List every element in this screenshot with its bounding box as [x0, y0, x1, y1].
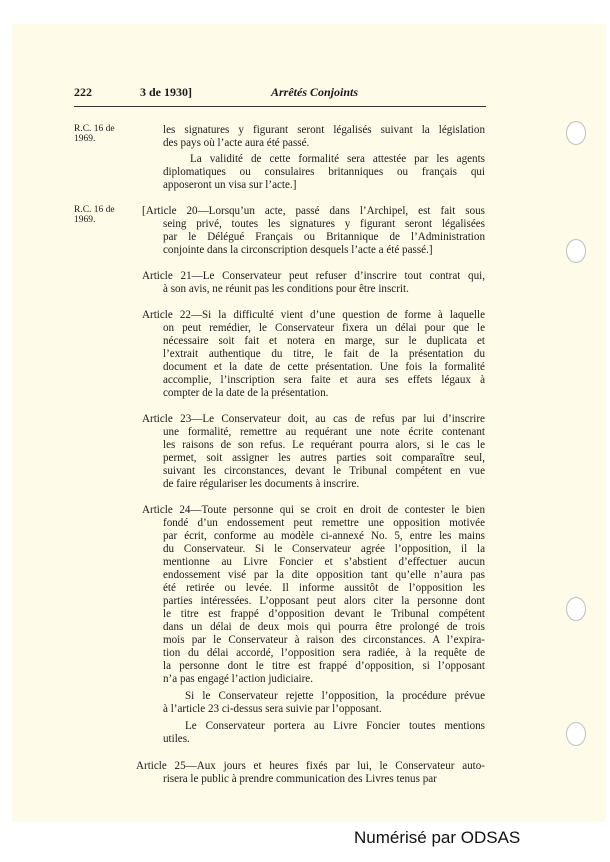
margin-note-line: R.C. 16 de [74, 124, 115, 134]
text-line: n’a pas engagé l’action judiciaire. [163, 673, 314, 685]
text-line: Article 23—Le Conservateur doit, au cas de refus par lui d’inscrire [142, 413, 485, 425]
text-line: parties intéressées. L’opposant peut alors citer la personne dont [163, 595, 485, 607]
text-line: le titre est frappé d’opposition devant le Tribunal compétent [163, 608, 485, 620]
text-line: à l’article 23 ci-dessus sera suivie par l’opposant. [163, 703, 382, 715]
text-line: seing privé, toutes les signatures y figurant seront légalisées [163, 218, 485, 230]
text-line: Le Conservateur portera au Livre Foncier toutes mentions [185, 720, 485, 732]
text-line: les raisons de son refus. Le requérant pourra alors, si le cas le [163, 439, 485, 451]
text-line: fondé d’un endossement peut remettre une opposition motivée [163, 517, 485, 529]
margin-note-line: R.C. 16 de [74, 205, 115, 215]
text-line: La validité de cette formalité sera attestée par les agents [190, 153, 485, 165]
text-line: des pays où l’acte aura été passé. [163, 137, 310, 149]
text-line: à son avis, ne réunit pas les conditions pour être inscrit. [163, 283, 409, 295]
binder-hole-icon [566, 597, 586, 621]
text-line: dans un délai de deux mois qui pourra être prolongé de trois [163, 621, 485, 633]
margin-note-line: 1969. [74, 134, 96, 144]
margin-note [74, 205, 136, 225]
text-line: conjointe dans la circonscription desquels l’acte a été passé.] [163, 244, 433, 256]
page-title: Arrêtés Conjoints [271, 85, 359, 99]
text-line: on peut remédier, le Conservateur fixera un délai pour que le [163, 322, 485, 334]
text-line: la personne dont le titre est frappé d’opposition, si l’opposant [163, 660, 485, 672]
text-line: Si le Conservateur rejette l’opposition, la procédure prévue [185, 690, 485, 702]
margin-note [74, 124, 136, 144]
text-line: une formalité, remettre au requérant une note écrite contenant [163, 426, 485, 438]
text-line: nécessaire soit fait et notera en marge, sur le duplicata et [163, 335, 485, 347]
text-line: compter de la date de la présentation. [163, 387, 329, 399]
binder-hole-icon [566, 722, 586, 746]
text-line: [Article 20—Lorsqu’un acte, passé dans l’Archipel, est fait sous [142, 205, 485, 217]
text-line: Article 21—Le Conservateur peut refuser d’inscrire tout contrat qui, [142, 270, 485, 282]
text-line: l’extrait authentique du titre, le fait de la présentation du [163, 348, 485, 360]
margin-note-line: 1969. [74, 215, 96, 225]
page-number: 222 [74, 85, 92, 99]
text-line: suivant les circonstances, devant le Tribunal compétent en vue [163, 465, 485, 477]
text-line: été retirée ou levée. Il informe aussitôt de l’opposition les [163, 582, 485, 594]
text-line: tion du délai accordé, l’opposition sera radiée, à la requête de [163, 647, 485, 659]
text-line: les signatures y figurant seront légalisés suivant la législation [163, 124, 485, 136]
binder-hole-icon [566, 121, 586, 145]
header-date-ref: 3 de 1930] [140, 85, 192, 99]
text-line: Article 24—Toute personne qui se croit en droit de contester le bien [142, 504, 485, 516]
text-line: Article 22—Si la difficulté vient d’une question de forme à laquelle [142, 309, 485, 321]
text-line: par écrit, conforme au modèle ci-annexé No. 5, entre les mains [163, 530, 485, 542]
text-line: apposeront un visa sur l’acte.] [163, 179, 297, 191]
binder-hole-icon [566, 239, 586, 263]
digitization-watermark: Numérisé par ODSAS [354, 828, 521, 847]
text-line: document et la date de cette présentation. Une fois la formalité [163, 361, 485, 373]
text-line: endossement visé par la dite opposition tant qu’elle n’aura pas [163, 569, 485, 581]
text-line: permet, soit assigner les autres parties soit comparaître seul, [163, 452, 485, 464]
text-line: accomplie, l’inscription sera faite et aura ses effets légaux à [163, 374, 485, 386]
text-line: de faire régulariser les documents à inscrire. [163, 478, 360, 490]
text-line: par le Délégué Français ou Britannique de l’Administration [163, 231, 485, 243]
text-line: risera le public à prendre communication des Livres tenus par [163, 773, 437, 785]
text-line: du Conservateur. Si le Conservateur agrée l’opposition, il la [163, 543, 485, 555]
text-line: Article 25—Aux jours et heures fixés par lui, le Conservateur auto- [136, 760, 485, 772]
header-rule [74, 106, 486, 107]
text-line: utiles. [163, 733, 190, 745]
text-line: mentionne au Livre Foncier et s’abstient d’effectuer aucun [163, 556, 485, 568]
text-line: diplomatiques ou consulaires britanniques ou français qui [163, 166, 485, 178]
text-line: mois par le Conservateur à raison des circonstances. A l’expira- [163, 634, 485, 646]
